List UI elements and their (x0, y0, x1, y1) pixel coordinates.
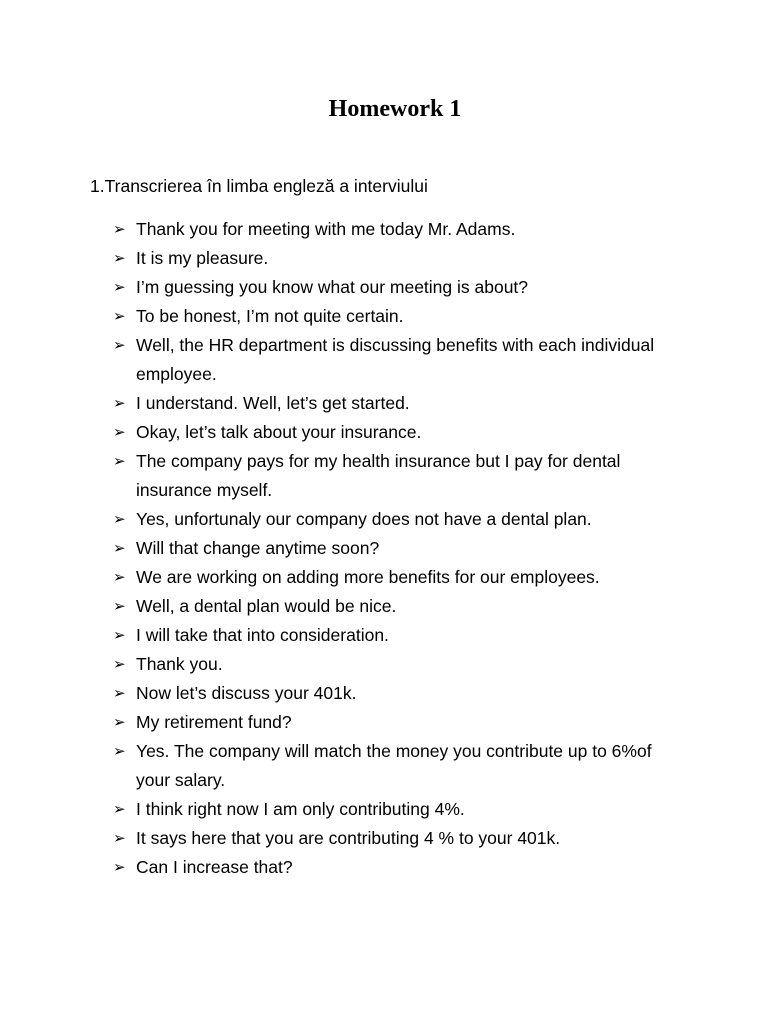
arrowhead-bullet-icon: ➢ (113, 685, 126, 702)
list-item-text: I think right now I am only contributing 4%. (136, 799, 465, 819)
list-item-text: Thank you. (136, 654, 223, 674)
list-item-text: I will take that into consideration. (136, 625, 389, 645)
arrowhead-bullet-icon: ➢ (113, 830, 126, 847)
section-heading: 1.Transcrierea în limba engleză a interviului (90, 176, 428, 196)
arrowhead-bullet-icon: ➢ (113, 279, 126, 296)
list-item-text: Yes, unfortunaly our company does not have a dental plan. (136, 509, 592, 529)
arrowhead-bullet-icon: ➢ (113, 656, 126, 673)
list-item (113, 302, 673, 331)
arrowhead-bullet-icon: ➢ (113, 859, 126, 876)
list-item (113, 389, 673, 418)
list-item (113, 708, 673, 737)
list-item (113, 621, 673, 650)
list-item-text: Well, a dental plan would be nice. (136, 596, 397, 616)
arrowhead-bullet-icon: ➢ (113, 714, 126, 731)
list-item-text: The company pays for my health insurance but I pay for dental insurance myself. (136, 451, 621, 500)
list-item-text: Well, the HR department is discussing benefits with each individual employee. (136, 335, 655, 384)
arrowhead-bullet-icon: ➢ (113, 627, 126, 644)
arrowhead-bullet-icon: ➢ (113, 221, 126, 238)
arrowhead-bullet-icon: ➢ (113, 308, 126, 325)
list-item-text: It says here that you are contributing 4 % to your 401k. (136, 828, 561, 848)
list-item (113, 273, 673, 302)
list-item-text: I’m guessing you know what our meeting is about? (136, 277, 529, 297)
dialogue-list (113, 215, 673, 882)
list-item (113, 679, 673, 708)
list-item-text: Now let’s discuss your 401k. (136, 683, 357, 703)
list-item (113, 331, 673, 389)
list-item (113, 824, 673, 853)
arrowhead-bullet-icon: ➢ (113, 540, 126, 557)
list-item (113, 447, 673, 505)
list-item-text: I understand. Well, let’s get started. (136, 393, 410, 413)
arrowhead-bullet-icon: ➢ (113, 801, 126, 818)
list-item-text: Okay, let’s talk about your insurance. (136, 422, 422, 442)
arrowhead-bullet-icon: ➢ (113, 569, 126, 586)
list-item-text: Will that change anytime soon? (136, 538, 380, 558)
arrowhead-bullet-icon: ➢ (113, 337, 126, 354)
list-item-text: Can I increase that? (136, 857, 293, 877)
list-item (113, 215, 673, 244)
list-item (113, 795, 673, 824)
list-item-text: To be honest, I’m not quite certain. (136, 306, 404, 326)
list-item (113, 650, 673, 679)
arrowhead-bullet-icon: ➢ (113, 511, 126, 528)
list-item-text: It is my pleasure. (136, 248, 269, 268)
list-item-text: My retirement fund? (136, 712, 292, 732)
list-item (113, 592, 673, 621)
arrowhead-bullet-icon: ➢ (113, 743, 126, 760)
arrowhead-bullet-icon: ➢ (113, 453, 126, 470)
list-item (113, 563, 673, 592)
arrowhead-bullet-icon: ➢ (113, 598, 126, 615)
list-item (113, 853, 673, 882)
list-item-text: Yes. The company will match the money you contribute up to 6%of your salary. (136, 741, 652, 790)
page-title: Homework 1 (328, 96, 462, 122)
arrowhead-bullet-icon: ➢ (113, 250, 126, 267)
arrowhead-bullet-icon: ➢ (113, 395, 126, 412)
list-item (113, 534, 673, 563)
list-item-text: Thank you for meeting with me today Mr. Adams. (136, 219, 516, 239)
list-item (113, 418, 673, 447)
list-item (113, 737, 673, 795)
arrowhead-bullet-icon: ➢ (113, 424, 126, 441)
list-item-text: We are working on adding more benefits for our employees. (136, 567, 600, 587)
list-item (113, 244, 673, 273)
list-item (113, 505, 673, 534)
